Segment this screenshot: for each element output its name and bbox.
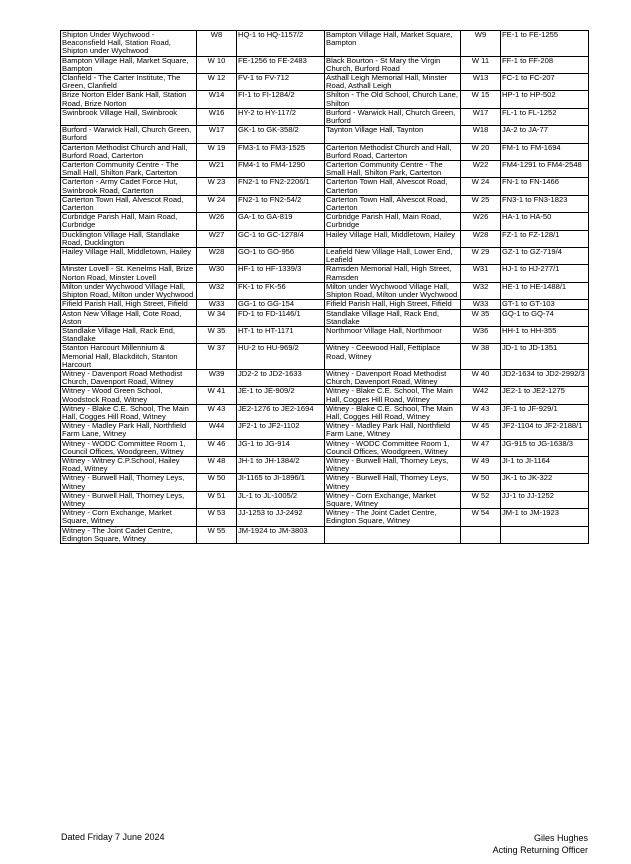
elector-range-cell: FZ-1 to FZ-128/1 (501, 230, 589, 247)
place-cell: Aston New Village Hall, Cote Road, Aston (61, 309, 197, 326)
place-cell: Leafield New Village Hall, Lower End, Leafield (325, 248, 461, 265)
place-cell: Witney - Madley Park Hall, Northfield Farm Lane, Witney (61, 422, 197, 439)
station-code-cell: W 48 (197, 456, 237, 473)
table-row (61, 143, 589, 160)
station-code-cell: W17 (461, 108, 501, 125)
station-code-cell: W8 (197, 31, 237, 57)
elector-range-cell: JI-1165 to JI-1896/1 (237, 474, 325, 491)
station-code-cell: W 24 (461, 178, 501, 195)
elector-range-cell: JD2-2 to JD2-1633 (237, 369, 325, 386)
place-cell: Carterton - Army Cadet Force Hut, Swinbrook Road, Carterton (61, 178, 197, 195)
table-row (61, 491, 589, 508)
elector-range-cell: FM-1 to FM-1694 (501, 143, 589, 160)
station-code-cell: W 20 (461, 143, 501, 160)
place-cell (325, 526, 461, 543)
elector-range-cell: JL-1 to JL-1005/2 (237, 491, 325, 508)
table-row (61, 309, 589, 326)
table-row (61, 74, 589, 91)
place-cell: Carterton Methodist Church and Hall, Burford Road, Carterton (325, 143, 461, 160)
elector-range-cell: JJ-1253 to JJ-2492 (237, 509, 325, 526)
elector-range-cell: JH-1 to JH-1384/2 (237, 456, 325, 473)
dated-text: Dated Friday 7 June 2024 (61, 832, 165, 842)
polling-stations-table (60, 30, 589, 544)
elector-range-cell: JG-1 to JG-914 (237, 439, 325, 456)
elector-range-cell: FM4-1 to FM4-1290 (237, 161, 325, 178)
station-code-cell: W21 (197, 161, 237, 178)
station-code-cell: W 11 (461, 56, 501, 73)
elector-range-cell: JI-1 to JI-1164 (501, 456, 589, 473)
place-cell: Milton under Wychwood Village Hall, Shipton Road, Milton under Wychwood (61, 282, 197, 299)
table-row (61, 456, 589, 473)
officer-name: Giles Hughes (533, 833, 588, 843)
place-cell: Witney - Burwell Hall, Thorney Leys, Witney (325, 474, 461, 491)
station-code-cell: W 24 (197, 195, 237, 212)
elector-range-cell: FN2-1 to FN2-2206/1 (237, 178, 325, 195)
elector-range-cell: HY-2 to HY-117/2 (237, 108, 325, 125)
place-cell: Carterton Town Hall, Alvescot Road, Carterton (61, 195, 197, 212)
elector-range-cell: HQ-1 to HQ-1157/2 (237, 31, 325, 57)
elector-range-cell: FD-1 to FD-1146/1 (237, 309, 325, 326)
elector-range-cell: GA-1 to GA-819 (237, 213, 325, 230)
station-code-cell: W16 (197, 108, 237, 125)
place-cell: Northmoor Village Hall, Northmoor (325, 326, 461, 343)
station-code-cell: W 23 (197, 178, 237, 195)
place-cell: Witney - Burwell Hall, Thorney Leys, Witney (61, 491, 197, 508)
station-code-cell: W28 (461, 230, 501, 247)
elector-range-cell: HU-2 to HU-969/2 (237, 344, 325, 370)
table-row (61, 178, 589, 195)
elector-range-cell: JG-915 to JG-1638/3 (501, 439, 589, 456)
place-cell: Witney - WODC Committee Room 1, Council Offices, Woodgreen, Witney (325, 439, 461, 456)
elector-range-cell: HA-1 to HA-50 (501, 213, 589, 230)
place-cell: Witney - Witney C.P.School, Hailey Road, Witney (61, 456, 197, 473)
station-code-cell: W 10 (197, 56, 237, 73)
elector-range-cell: FN2-1 to FN2-54/2 (237, 195, 325, 212)
station-code-cell: W26 (461, 213, 501, 230)
place-cell: Stanton Harcourt Millennium & Memorial Hall, Blackditch, Stanton Harcourt (61, 344, 197, 370)
table-row (61, 213, 589, 230)
station-code-cell: W 35 (197, 326, 237, 343)
station-code-cell: W32 (461, 282, 501, 299)
elector-range-cell: HE-1 to HE-1488/1 (501, 282, 589, 299)
station-code-cell: W 46 (197, 439, 237, 456)
table-row (61, 387, 589, 404)
place-cell: Witney - Blake C.E. School, The Main Hall, Cogges Hill Road, Witney (325, 404, 461, 421)
place-cell: Ramsden Memorial Hall, High Street, Ramsden (325, 265, 461, 282)
station-code-cell (461, 526, 501, 543)
station-code-cell: W 50 (197, 474, 237, 491)
table-row (61, 300, 589, 309)
place-cell: Burford - Warwick Hall, Church Green, Burford (325, 108, 461, 125)
place-cell: Asthall Leigh Memorial Hall, Minster Road, Asthall Leigh (325, 74, 461, 91)
place-cell: Witney - Blake C.E. School, The Main Hall, Cogges Hill Road, Witney (325, 387, 461, 404)
place-cell: Witney - Davenport Road Methodist Church, Davenport Road, Witney (325, 369, 461, 386)
station-code-cell: W14 (197, 91, 237, 108)
station-code-cell: W 12 (197, 74, 237, 91)
table-row (61, 126, 589, 143)
place-cell: Carterton Methodist Church and Hall, Burford Road, Carterton (61, 143, 197, 160)
place-cell: Curbridge Parish Hall, Main Road, Curbridge (61, 213, 197, 230)
elector-range-cell: JD-1 to JD-1351 (501, 344, 589, 370)
place-cell: Minster Lovell - St. Kenelms Hall, Brize Norton Road, Minster Lovell (61, 265, 197, 282)
station-code-cell: W 19 (197, 143, 237, 160)
elector-range-cell: JF2-1104 to JF2-2188/1 (501, 422, 589, 439)
station-code-cell: W33 (197, 300, 237, 309)
place-cell: Black Bourton - St Mary the Virgin Church, Burford Road (325, 56, 461, 73)
station-code-cell: W 50 (461, 474, 501, 491)
place-cell: Fifield Parish Hall, High Street, Fifield (325, 300, 461, 309)
place-cell: Fifield Parish Hall, High Street, Fifield (61, 300, 197, 309)
table-row (61, 265, 589, 282)
elector-range-cell: JE2-1 to JE2-1275 (501, 387, 589, 404)
station-code-cell: W33 (461, 300, 501, 309)
place-cell: Hailey Village Hall, Middletown, Hailey (325, 230, 461, 247)
table-row (61, 248, 589, 265)
station-code-cell: W 49 (461, 456, 501, 473)
station-code-cell: W 37 (197, 344, 237, 370)
place-cell: Witney - Wood Green School, Woodstock Road, Witney (61, 387, 197, 404)
place-cell: Curbridge Parish Hall, Main Road, Curbridge (325, 213, 461, 230)
station-code-cell: W 45 (461, 422, 501, 439)
officer-role: Acting Returning Officer (492, 845, 588, 855)
place-cell: Carterton Community Centre - The Small Hall, Shilton Park, Carterton (325, 161, 461, 178)
elector-range-cell: GC-1 to GC-1278/4 (237, 230, 325, 247)
elector-range-cell: HT-1 to HT-1171 (237, 326, 325, 343)
elector-range-cell: JM-1 to JM-1923 (501, 509, 589, 526)
elector-range-cell: JD2-1634 to JD2-2992/3 (501, 369, 589, 386)
elector-range-cell: JK-1 to JK-322 (501, 474, 589, 491)
elector-range-cell: JM-1924 to JM-3803 (237, 526, 325, 543)
elector-range-cell: JE-1 to JE-909/2 (237, 387, 325, 404)
table-row (61, 404, 589, 421)
station-code-cell: W 47 (461, 439, 501, 456)
station-code-cell: W32 (197, 282, 237, 299)
place-cell: Carterton Community Centre - The Small Hall, Shilton Park, Carterton (61, 161, 197, 178)
station-code-cell: W17 (197, 126, 237, 143)
elector-range-cell: JF-1 to JF-929/1 (501, 404, 589, 421)
station-code-cell: W28 (197, 248, 237, 265)
place-cell: Witney - Davenport Road Methodist Church, Davenport Road, Witney (61, 369, 197, 386)
station-code-cell: W9 (461, 31, 501, 57)
elector-range-cell: FK-1 to FK-56 (237, 282, 325, 299)
elector-range-cell: HH-1 to HH-355 (501, 326, 589, 343)
elector-range-cell: FI-1 to FI-1284/2 (237, 91, 325, 108)
station-code-cell: W44 (197, 422, 237, 439)
place-cell: Witney - Ceewood Hall, Fettiplace Road, Witney (325, 344, 461, 370)
station-code-cell: W 40 (461, 369, 501, 386)
elector-range-cell: FM4-1291 to FM4-2548 (501, 161, 589, 178)
table-body (61, 31, 589, 544)
place-cell: Witney - Burwell Hall, Thorney Leys, Witney (325, 456, 461, 473)
place-cell: Burford - Warwick Hall, Church Green, Burford (61, 126, 197, 143)
place-cell: Bampton Village Hall, Market Square, Bampton (325, 31, 461, 57)
station-code-cell: W26 (197, 213, 237, 230)
place-cell: Witney - Burwell Hall, Thorney Leys, Witney (61, 474, 197, 491)
station-code-cell: W22 (461, 161, 501, 178)
elector-range-cell: JA-2 to JA-77 (501, 126, 589, 143)
place-cell: Milton under Wychwood Village Hall, Shipton Road, Milton under Wychwood (325, 282, 461, 299)
elector-range-cell: GQ-1 to GQ-74 (501, 309, 589, 326)
station-code-cell: W13 (461, 74, 501, 91)
elector-range-cell: GK-1 to GK-358/2 (237, 126, 325, 143)
station-code-cell: W 43 (197, 404, 237, 421)
place-cell: Taynton Village Hall, Taynton (325, 126, 461, 143)
elector-range-cell: HJ-1 to HJ-277/1 (501, 265, 589, 282)
table-row (61, 195, 589, 212)
place-cell: Witney - WODC Committee Room 1, Council Offices, Woodgreen, Witney (61, 439, 197, 456)
elector-range-cell: HF-1 to HF-1339/3 (237, 265, 325, 282)
place-cell: Brize Norton Elder Bank Hall, Station Road, Brize Norton (61, 91, 197, 108)
table-row (61, 108, 589, 125)
elector-range-cell: FE-1 to FE-1255 (501, 31, 589, 57)
station-code-cell: W42 (461, 387, 501, 404)
table-row (61, 422, 589, 439)
station-code-cell: W 25 (461, 195, 501, 212)
place-cell: Witney - Corn Exchange, Market Square, Witney (61, 509, 197, 526)
table-row (61, 439, 589, 456)
elector-range-cell: FL-1 to FL-1252 (501, 108, 589, 125)
elector-range-cell: JF2-1 to JF2-1102 (237, 422, 325, 439)
elector-range-cell: GT-1 to GT-103 (501, 300, 589, 309)
station-code-cell: W 35 (461, 309, 501, 326)
place-cell: Hailey Village Hall, Middletown, Hailey (61, 248, 197, 265)
place-cell: Witney - Madley Park Hall, Northfield Farm Lane, Witney (325, 422, 461, 439)
station-code-cell: W18 (461, 126, 501, 143)
place-cell: Bampton Village Hall, Market Square, Bampton (61, 56, 197, 73)
station-code-cell: W30 (197, 265, 237, 282)
place-cell: Carterton Town Hall, Alvescot Road, Carterton (325, 195, 461, 212)
elector-range-cell: GO-1 to GO-956 (237, 248, 325, 265)
station-code-cell: W 53 (197, 509, 237, 526)
table-row (61, 282, 589, 299)
station-code-cell: W 52 (461, 491, 501, 508)
place-cell: Shipton Under Wychwood - Beaconsfield Hall, Station Road, Shipton under Wychwood (61, 31, 197, 57)
place-cell: Witney - The Joint Cadet Centre, Edington Square, Witney (325, 509, 461, 526)
elector-range-cell: JJ-1 to JJ-1252 (501, 491, 589, 508)
elector-range-cell: FN-1 to FN-1466 (501, 178, 589, 195)
table-row (61, 56, 589, 73)
elector-range-cell: FE-1256 to FE-2483 (237, 56, 325, 73)
station-code-cell: W 51 (197, 491, 237, 508)
elector-range-cell: FF-1 to FF-208 (501, 56, 589, 73)
table-row (61, 326, 589, 343)
station-code-cell: W 29 (461, 248, 501, 265)
place-cell: Carterton Town Hall, Alvescot Road, Carterton (325, 178, 461, 195)
table-row (61, 31, 589, 57)
signature-block (493, 832, 588, 856)
place-cell: Shilton - The Old School, Church Lane, Shilton (325, 91, 461, 108)
place-cell: Witney - Corn Exchange, Market Square, Witney (325, 491, 461, 508)
station-code-cell: W39 (197, 369, 237, 386)
place-cell: Witney - Blake C.E. School, The Main Hall, Cogges Hill Road, Witney (61, 404, 197, 421)
elector-range-cell: FC-1 to FC-207 (501, 74, 589, 91)
place-cell: Standlake Village Hall, Rack End, Standlake (61, 326, 197, 343)
elector-range-cell: GZ-1 to GZ-719/4 (501, 248, 589, 265)
elector-range-cell: FN3-1 to FN3-1823 (501, 195, 589, 212)
place-cell: Swinbrook Village Hall, Swinbrook (61, 108, 197, 125)
station-code-cell: W 38 (461, 344, 501, 370)
station-code-cell: W27 (197, 230, 237, 247)
table-row (61, 91, 589, 108)
place-cell: Witney - The Joint Cadet Centre, Edington Square, Witney (61, 526, 197, 543)
elector-range-cell (501, 526, 589, 543)
elector-range-cell: HP-1 to HP-502 (501, 91, 589, 108)
elector-range-cell: JE2-1276 to JE2-1694 (237, 404, 325, 421)
table-row (61, 230, 589, 247)
station-code-cell: W 54 (461, 509, 501, 526)
place-cell: Standlake Village Hall, Rack End, Standlake (325, 309, 461, 326)
station-code-cell: W 34 (197, 309, 237, 326)
elector-range-cell: FM3-1 to FM3-1525 (237, 143, 325, 160)
station-code-cell: W36 (461, 326, 501, 343)
station-code-cell: W 15 (461, 91, 501, 108)
table-row (61, 161, 589, 178)
place-cell: Ducklington Village Hall, Standlake Road, Ducklington (61, 230, 197, 247)
place-cell: Clanfield - The Carter Institute, The Green, Clanfield (61, 74, 197, 91)
table-row (61, 526, 589, 543)
table-row (61, 509, 589, 526)
table-row (61, 474, 589, 491)
station-code-cell: W31 (461, 265, 501, 282)
elector-range-cell: GG-1 to GG-154 (237, 300, 325, 309)
station-code-cell: W 43 (461, 404, 501, 421)
station-code-cell: W 41 (197, 387, 237, 404)
table-row (61, 344, 589, 370)
table-row (61, 369, 589, 386)
elector-range-cell: FV-1 to FV-712 (237, 74, 325, 91)
station-code-cell: W 55 (197, 526, 237, 543)
